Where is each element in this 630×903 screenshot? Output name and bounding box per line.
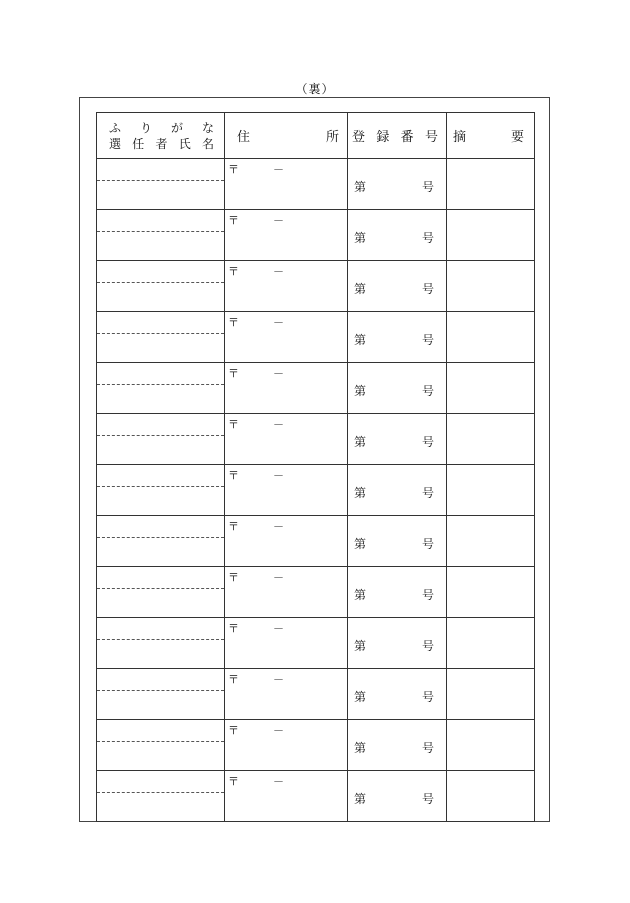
reg-prefix: 第 bbox=[354, 587, 367, 602]
furigana-divider bbox=[97, 333, 224, 334]
name-cell[interactable] bbox=[97, 720, 225, 771]
table-row bbox=[97, 261, 535, 312]
name-cell[interactable] bbox=[97, 516, 225, 567]
reg-suffix: 号 bbox=[421, 689, 434, 704]
registration-cell[interactable] bbox=[348, 261, 447, 312]
remarks-cell[interactable] bbox=[447, 465, 535, 516]
reg-prefix: 第 bbox=[354, 638, 367, 653]
postal-mark: 〒 bbox=[228, 418, 239, 431]
table-row bbox=[97, 669, 535, 720]
postal-mark: 〒 bbox=[228, 316, 239, 329]
registration-cell[interactable] bbox=[348, 312, 447, 363]
name-cell[interactable] bbox=[97, 159, 225, 210]
remarks-cell[interactable] bbox=[447, 567, 535, 618]
reg-prefix: 第 bbox=[354, 230, 367, 245]
header-name-cell bbox=[97, 113, 225, 159]
address-cell[interactable] bbox=[225, 312, 348, 363]
registration-cell[interactable] bbox=[348, 414, 447, 465]
remarks-cell[interactable] bbox=[447, 210, 535, 261]
reg-suffix: 号 bbox=[421, 485, 434, 500]
name-cell[interactable] bbox=[97, 414, 225, 465]
registration-cell[interactable] bbox=[348, 465, 447, 516]
name-cell[interactable] bbox=[97, 567, 225, 618]
table-row bbox=[97, 414, 535, 465]
postal-hyphen: － bbox=[273, 571, 284, 584]
reg-suffix: 号 bbox=[421, 230, 434, 245]
postal-hyphen: － bbox=[273, 724, 284, 737]
name-cell[interactable] bbox=[97, 771, 225, 822]
reg-prefix: 第 bbox=[354, 281, 367, 296]
address-cell[interactable] bbox=[225, 516, 348, 567]
reg-prefix: 第 bbox=[354, 332, 367, 347]
name-cell[interactable] bbox=[97, 312, 225, 363]
furigana-divider bbox=[97, 384, 224, 385]
table-row bbox=[97, 363, 535, 414]
postal-mark: 〒 bbox=[228, 622, 239, 635]
remarks-cell[interactable] bbox=[447, 159, 535, 210]
postal-mark: 〒 bbox=[228, 724, 239, 737]
address-cell[interactable] bbox=[225, 618, 348, 669]
postal-mark: 〒 bbox=[228, 520, 239, 533]
registration-cell[interactable] bbox=[348, 159, 447, 210]
furigana-divider bbox=[97, 741, 224, 742]
postal-hyphen: － bbox=[273, 418, 284, 431]
address-cell[interactable] bbox=[225, 414, 348, 465]
name-cell[interactable] bbox=[97, 261, 225, 312]
postal-mark: 〒 bbox=[228, 367, 239, 380]
remarks-cell[interactable] bbox=[447, 312, 535, 363]
reg-suffix: 号 bbox=[421, 332, 434, 347]
reg-suffix: 号 bbox=[421, 791, 434, 806]
registration-cell[interactable] bbox=[348, 567, 447, 618]
furigana-divider bbox=[97, 435, 224, 436]
table-row bbox=[97, 516, 535, 567]
address-cell[interactable] bbox=[225, 159, 348, 210]
table-row bbox=[97, 159, 535, 210]
name-cell[interactable] bbox=[97, 465, 225, 516]
reg-suffix: 号 bbox=[421, 434, 434, 449]
table-row bbox=[97, 567, 535, 618]
registration-cell[interactable] bbox=[348, 669, 447, 720]
address-cell[interactable] bbox=[225, 261, 348, 312]
registration-cell[interactable] bbox=[348, 720, 447, 771]
reg-suffix: 号 bbox=[421, 587, 434, 602]
address-cell[interactable] bbox=[225, 567, 348, 618]
remarks-cell[interactable] bbox=[447, 363, 535, 414]
table-row bbox=[97, 210, 535, 261]
name-cell[interactable] bbox=[97, 363, 225, 414]
furigana-divider bbox=[97, 639, 224, 640]
table-row bbox=[97, 720, 535, 771]
remarks-cell[interactable] bbox=[447, 669, 535, 720]
postal-hyphen: － bbox=[273, 673, 284, 686]
postal-mark: 〒 bbox=[228, 163, 239, 176]
postal-mark: 〒 bbox=[228, 265, 239, 278]
table-row bbox=[97, 465, 535, 516]
postal-hyphen: － bbox=[273, 367, 284, 380]
registration-cell[interactable] bbox=[348, 771, 447, 822]
header-registration-cell: 登 録 番 号 bbox=[348, 113, 447, 159]
table-row bbox=[97, 312, 535, 363]
header-furigana: ふ り が な bbox=[109, 121, 214, 135]
postal-hyphen: － bbox=[273, 622, 284, 635]
reg-prefix: 第 bbox=[354, 689, 367, 704]
name-cell[interactable] bbox=[97, 618, 225, 669]
reg-suffix: 号 bbox=[421, 383, 434, 398]
registration-cell[interactable] bbox=[348, 210, 447, 261]
address-cell[interactable] bbox=[225, 720, 348, 771]
table-row bbox=[97, 771, 535, 822]
name-cell[interactable] bbox=[97, 210, 225, 261]
reg-suffix: 号 bbox=[421, 536, 434, 551]
remarks-cell[interactable] bbox=[447, 414, 535, 465]
postal-hyphen: － bbox=[273, 214, 284, 227]
furigana-divider bbox=[97, 588, 224, 589]
header-address-cell: 住 所 bbox=[225, 113, 348, 159]
furigana-divider bbox=[97, 486, 224, 487]
postal-hyphen: － bbox=[273, 163, 284, 176]
table-row bbox=[97, 618, 535, 669]
remarks-cell[interactable] bbox=[447, 261, 535, 312]
reg-prefix: 第 bbox=[354, 536, 367, 551]
remarks-cell[interactable] bbox=[447, 618, 535, 669]
reg-prefix: 第 bbox=[354, 740, 367, 755]
reg-prefix: 第 bbox=[354, 485, 367, 500]
furigana-divider bbox=[97, 282, 224, 283]
postal-hyphen: － bbox=[273, 265, 284, 278]
registration-cell[interactable] bbox=[348, 618, 447, 669]
reg-prefix: 第 bbox=[354, 383, 367, 398]
registration-cell[interactable] bbox=[348, 516, 447, 567]
postal-mark: 〒 bbox=[228, 775, 239, 788]
register-table bbox=[96, 112, 535, 822]
reg-prefix: 第 bbox=[354, 434, 367, 449]
postal-mark: 〒 bbox=[228, 214, 239, 227]
furigana-divider bbox=[97, 537, 224, 538]
page-title: （裏） bbox=[295, 82, 335, 96]
postal-hyphen: － bbox=[273, 469, 284, 482]
reg-prefix: 第 bbox=[354, 179, 367, 194]
remarks-cell[interactable] bbox=[447, 720, 535, 771]
postal-hyphen: － bbox=[273, 316, 284, 329]
address-cell[interactable] bbox=[225, 669, 348, 720]
furigana-divider bbox=[97, 231, 224, 232]
furigana-divider bbox=[97, 180, 224, 181]
furigana-divider bbox=[97, 792, 224, 793]
header-row bbox=[97, 113, 535, 159]
postal-mark: 〒 bbox=[228, 469, 239, 482]
registration-cell[interactable] bbox=[348, 363, 447, 414]
address-cell[interactable] bbox=[225, 363, 348, 414]
address-cell[interactable] bbox=[225, 771, 348, 822]
postal-hyphen: － bbox=[273, 775, 284, 788]
postal-mark: 〒 bbox=[228, 673, 239, 686]
remarks-cell[interactable] bbox=[447, 516, 535, 567]
postal-hyphen: － bbox=[273, 520, 284, 533]
postal-mark: 〒 bbox=[228, 571, 239, 584]
reg-prefix: 第 bbox=[354, 791, 367, 806]
address-cell[interactable] bbox=[225, 465, 348, 516]
header-appointee-name: 選 任 者 氏 名 bbox=[109, 137, 214, 151]
reg-suffix: 号 bbox=[421, 281, 434, 296]
header-remarks-cell: 摘 要 bbox=[447, 113, 535, 159]
reg-suffix: 号 bbox=[421, 179, 434, 194]
furigana-divider bbox=[97, 690, 224, 691]
reg-suffix: 号 bbox=[421, 638, 434, 653]
reg-suffix: 号 bbox=[421, 740, 434, 755]
remarks-cell[interactable] bbox=[447, 771, 535, 822]
name-cell[interactable] bbox=[97, 669, 225, 720]
address-cell[interactable] bbox=[225, 210, 348, 261]
